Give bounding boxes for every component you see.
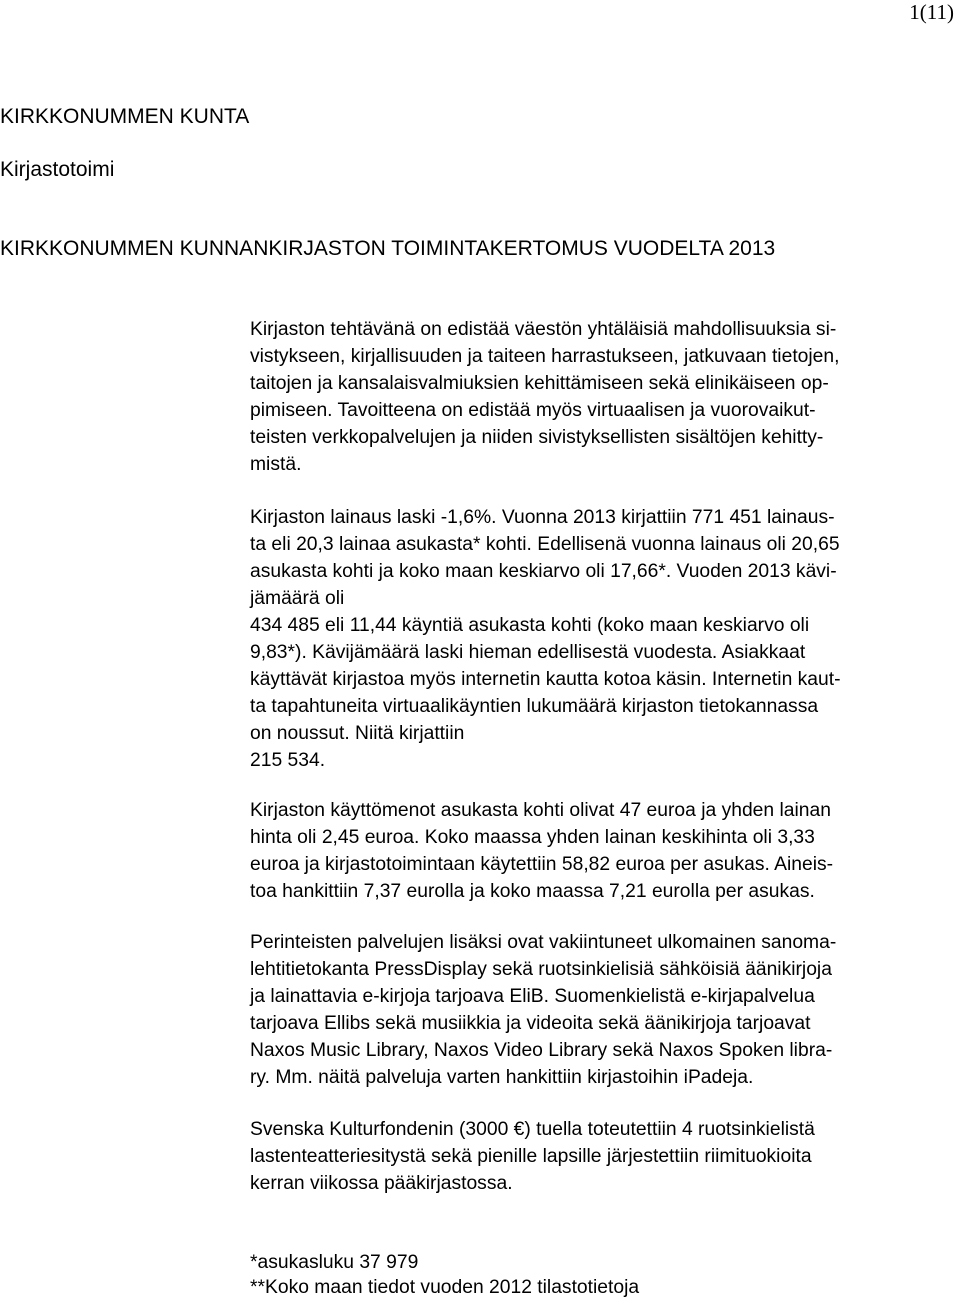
paragraph-text (250, 316, 955, 478)
text-line: 9,83*). Kävijämäärä laski hieman edellisestä vuodesta. Asiakkaat (250, 642, 806, 663)
text-line: euroa ja kirjastotoimintaan käytettiin 58,82 euroa per asukas. Aineis- (250, 854, 834, 875)
text-line: Perinteisten palvelujen lisäksi ovat vakiintuneet ulkomainen sanoma- (250, 932, 837, 953)
text-line: lehtitietokanta PressDisplay sekä ruotsinkielisiä sähköisiä äänikirjoja (250, 959, 832, 980)
paragraph-costs (250, 797, 955, 905)
report-title: KIRKKONUMMEN KUNNANKIRJASTON TOIMINTAKERTOMUS VUODELTA 2013 (0, 237, 776, 260)
footnotes (250, 1250, 955, 1300)
paragraph-e-services (250, 929, 955, 1091)
municipality-heading: KIRKKONUMMEN KUNTA (0, 105, 250, 128)
text-line: ry. Mm. näitä palveluja varten hankittiin kirjastoihin iPadeja. (250, 1067, 754, 1088)
text-line: ta tapahtuneita virtuaalikäyntien lukumäärä kirjaston tietokannassa (250, 696, 819, 717)
paragraph-library-mission (250, 316, 955, 478)
text-line: taitojen ja kansalaisvalmiuksien kehittämiseen sekä elinikäiseen op- (250, 373, 829, 394)
text-line: asukasta kohti ja koko maan keskiarvo oli 17,66*. Vuoden 2013 kävi- (250, 561, 837, 582)
footnote-population: *asukasluku 37 979 (250, 1252, 419, 1273)
text-line: vistykseen, kirjallisuuden ja taiteen harrastukseen, jatkuvaan tietojen, (250, 346, 840, 367)
text-line: jämäärä oli (250, 588, 345, 609)
text-line: mistä. (250, 454, 302, 475)
text-line: lastenteatteriesitystä sekä pienille lapsille järjestettiin riimituokioita (250, 1146, 812, 1167)
paragraph-text (250, 1116, 955, 1197)
text-line: pimiseen. Tavoitteena on edistää myös virtuaalisen ja vuorovaikut- (250, 400, 816, 421)
text-line: tarjoava Ellibs sekä musiikkia ja videoita sekä äänikirjoja tarjoavat (250, 1013, 811, 1034)
footnote-national-data: **Koko maan tiedot vuoden 2012 tilastotietoja (250, 1277, 640, 1298)
text-line: 434 485 eli 11,44 käyntiä asukasta kohti (koko maan keskiarvo oli (250, 615, 810, 636)
text-line: Kirjaston käyttömenot asukasta kohti olivat 47 euroa ja yhden lainan (250, 800, 831, 821)
paragraph-loans-visits (250, 504, 955, 774)
department-heading: Kirjastotoimi (0, 158, 115, 181)
text-line: Kirjaston lainaus laski -1,6%. Vuonna 2013 kirjattiin 771 451 lainaus- (250, 507, 835, 528)
text-line: käyttävät kirjastoa myös internetin kautta kotoa käsin. Internetin kaut- (250, 669, 841, 690)
text-line: ta eli 20,3 lainaa asukasta* kohti. Edellisenä vuonna lainaus oli 20,65 (250, 534, 840, 555)
text-line: Naxos Music Library, Naxos Video Library sekä Naxos Spoken libra- (250, 1040, 833, 1061)
paragraph-text (250, 797, 955, 905)
paragraph-text (250, 929, 955, 1091)
paragraph-text (250, 504, 955, 774)
text-line: 215 534. (250, 750, 326, 771)
text-line: ja lainattavia e-kirjoja tarjoava EliB. Suomenkielistä e-kirjapalvelua (250, 986, 815, 1007)
text-line: hinta oli 2,45 euroa. Koko maassa yhden lainan keskihinta oli 3,33 (250, 827, 815, 848)
text-line: kerran viikossa pääkirjastossa. (250, 1173, 513, 1194)
text-line: Kirjaston tehtävänä on edistää väestön yhtäläisiä mahdollisuuksia si- (250, 319, 837, 340)
text-line: teisten verkkopalvelujen ja niiden sivistyksellisten sisältöjen kehitty- (250, 427, 824, 448)
page-number: 1(11) (909, 0, 954, 24)
text-line: Svenska Kulturfondenin (3000 €) tuella toteutettiin 4 ruotsinkielistä (250, 1119, 815, 1140)
paragraph-kulturfonden (250, 1116, 955, 1197)
text-line: toa hankittiin 7,37 eurolla ja koko maassa 7,21 eurolla per asukas. (250, 881, 815, 902)
text-line: on noussut. Niitä kirjattiin (250, 723, 465, 744)
